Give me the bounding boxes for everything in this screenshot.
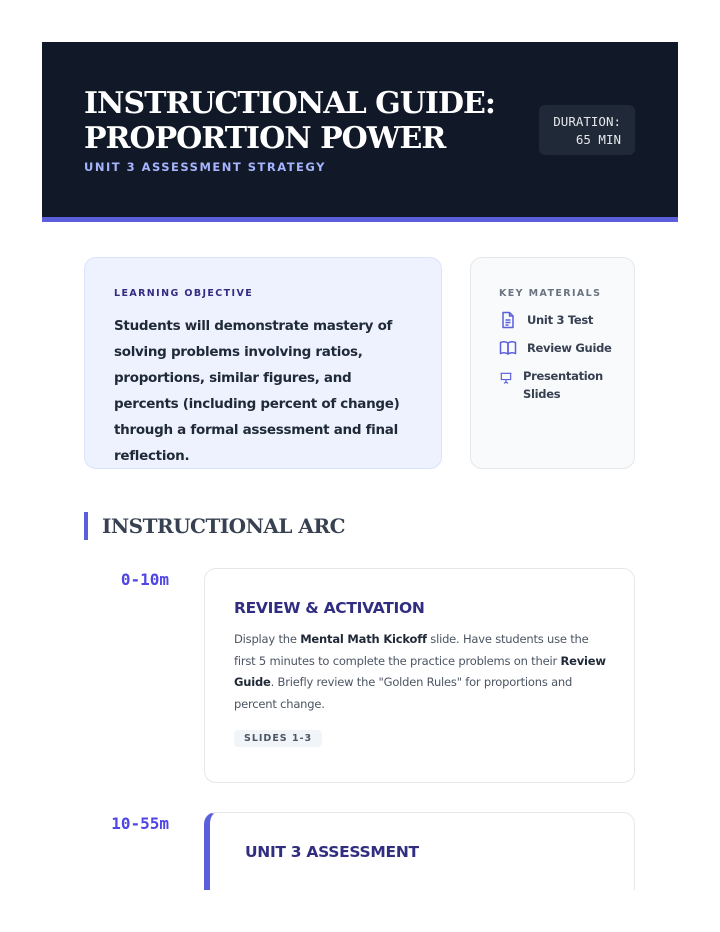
page-subtitle: UNIT 3 ASSESSMENT STRATEGY [84,160,326,174]
page-footer-mask [0,890,720,932]
material-item-review-guide [499,339,620,357]
section-title-instructional-arc: INSTRUCTIONAL ARC [84,512,345,540]
step-body [234,629,606,715]
book-icon [499,339,517,357]
step-title: UNIT 3 ASSESSMENT [245,843,419,861]
duration-value: 65 MIN [575,132,621,147]
key-materials-card [470,257,635,469]
step-title: REVIEW & ACTIVATION [234,599,425,617]
document-icon [499,311,517,329]
objective-label: LEARNING OBJECTIVE [114,288,254,299]
objective-text: Students will demonstrate mastery of solving problems involving ratios, proportions, similar figures, and percents (including percent of change) through a formal assessment and final reflection. [114,318,400,464]
header-banner [42,42,678,222]
learning-objective-card [84,257,442,469]
material-label: Presentation Slides [523,369,603,401]
material-item-unit-test [499,311,620,329]
step-body-emphasis: Mental Math Kickoff [300,632,427,646]
slides-tag: SLIDES 1-3 [234,730,322,747]
materials-label: KEY MATERIALS [499,288,602,299]
material-label: Unit 3 Test [527,313,594,327]
duration-label: DURATION: [553,114,621,129]
step-card-review [204,568,635,783]
step-time: 0-10m [120,570,169,589]
material-label: Review Guide [527,341,612,355]
step-body-emphasis: Review Guide [234,653,606,689]
materials-list [499,311,620,403]
material-item-presentation [499,367,620,403]
step-time: 10-55m [111,814,169,833]
duration-badge [539,105,635,155]
step-body-text: slide. Have students use the first 5 minutes to complete the practice problems on their [234,632,589,668]
step-body-text: Display the [234,632,301,646]
presentation-icon [499,371,513,385]
step-body-text: . Briefly review the "Golden Rules" for proportions and percent change. [234,675,573,711]
page-title: INSTRUCTIONAL GUIDE: PROPORTION POWER [84,86,495,156]
